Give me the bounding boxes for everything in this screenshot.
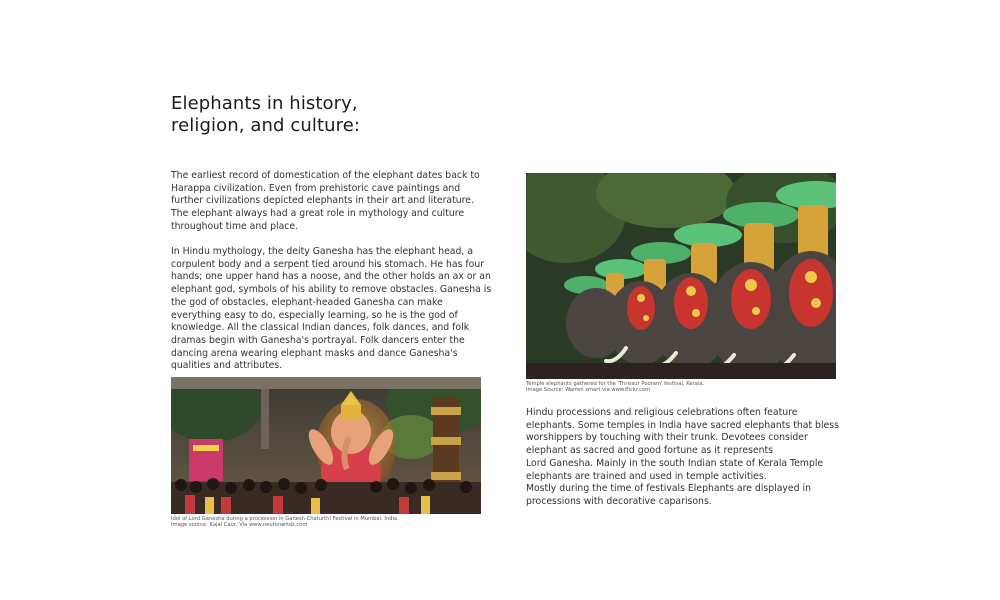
paragraph-line: Lord Ganesha. Mainly in the south Indian state of Kerala Temple	[526, 457, 824, 469]
paragraph-ganesha-mythology	[171, 246, 492, 373]
paragraph-line: Harappa civilization. Even from prehistoric cave paintings and	[171, 182, 461, 194]
paragraph-line: dancing arena wearing elephant masks and dance Ganesha's	[171, 347, 458, 359]
caption-line: Idol of Lord Ganesha during a procession in Ganesh Chaturthi Festival in Mumbai, India.	[171, 516, 399, 522]
paragraph-line: qualities and attributes.	[171, 360, 283, 372]
paragraph-line: elephants. Some temples in India have sacred elephants that bless	[526, 419, 839, 431]
paragraph-line: everything easy to do, especially learning, so he is the god of	[171, 309, 458, 321]
paragraph-line: elephant as sacred and good fortune as it represents	[526, 445, 774, 457]
paragraph-line: In Hindu mythology, the deity Ganesha has the elephant head, a	[171, 246, 474, 257]
paragraph-line: The earliest record of domestication of the elephant dates back to	[171, 170, 480, 181]
paragraph-line: worshippers by touching with their trunk. Devotees consider	[526, 432, 808, 444]
paragraph-line: hands; one upper hand has a noose, and the other holds an ax or an	[171, 271, 491, 283]
ganesha-photo-caption	[171, 516, 399, 528]
ganesha-procession-photo	[171, 377, 481, 514]
paragraph-processions	[526, 407, 839, 509]
temple-elephants-photo	[526, 173, 836, 379]
paragraph-line: Hindu processions and religious celebrations often feature	[526, 407, 798, 418]
paragraph-line: elephants are trained and used in temple activities.	[526, 470, 767, 482]
caption-line: Image Source: Warren smart via www.flickr.com	[526, 387, 651, 393]
paragraph-line: The elephant always had a great role in mythology and culture	[171, 208, 465, 220]
paragraph-line: processions with decorative caparisons.	[526, 495, 712, 507]
paragraph-line: elephant god, symbols of his ability to remove obstacles. Ganesha is	[171, 284, 492, 296]
elephants-photo-caption	[526, 381, 704, 393]
page-title	[171, 93, 471, 137]
paragraph-line: knowledge. All the classical Indian dances, folk dances, and folk	[171, 322, 470, 334]
paragraph-line: throughout time and place.	[171, 220, 299, 232]
caption-line: Image source: Kajal Caur, Via www.neutonwhdz.com	[171, 522, 308, 528]
paragraph-domestication-history	[171, 170, 479, 234]
paragraph-line: corpulent body and a serpent tied around his stomach. He has four	[171, 258, 485, 270]
paragraph-line: Mostly during the time of festivals Elephants are displayed in	[526, 483, 811, 495]
paragraph-line: the god of obstacles, elephant-headed Ganesha can make	[171, 296, 443, 308]
title-line: religion, and culture:	[171, 115, 361, 136]
paragraph-line: further civilizations depicted elephants in their art and literature.	[171, 195, 474, 207]
title-line: Elephants in history,	[171, 93, 358, 114]
caption-line: Temple elephants gathered for the 'Thrissur Pooram' festival, Kerala.	[526, 381, 705, 387]
paragraph-line: dramas begin with Ganesha's portrayal. Folk dancers enter the	[171, 334, 465, 346]
